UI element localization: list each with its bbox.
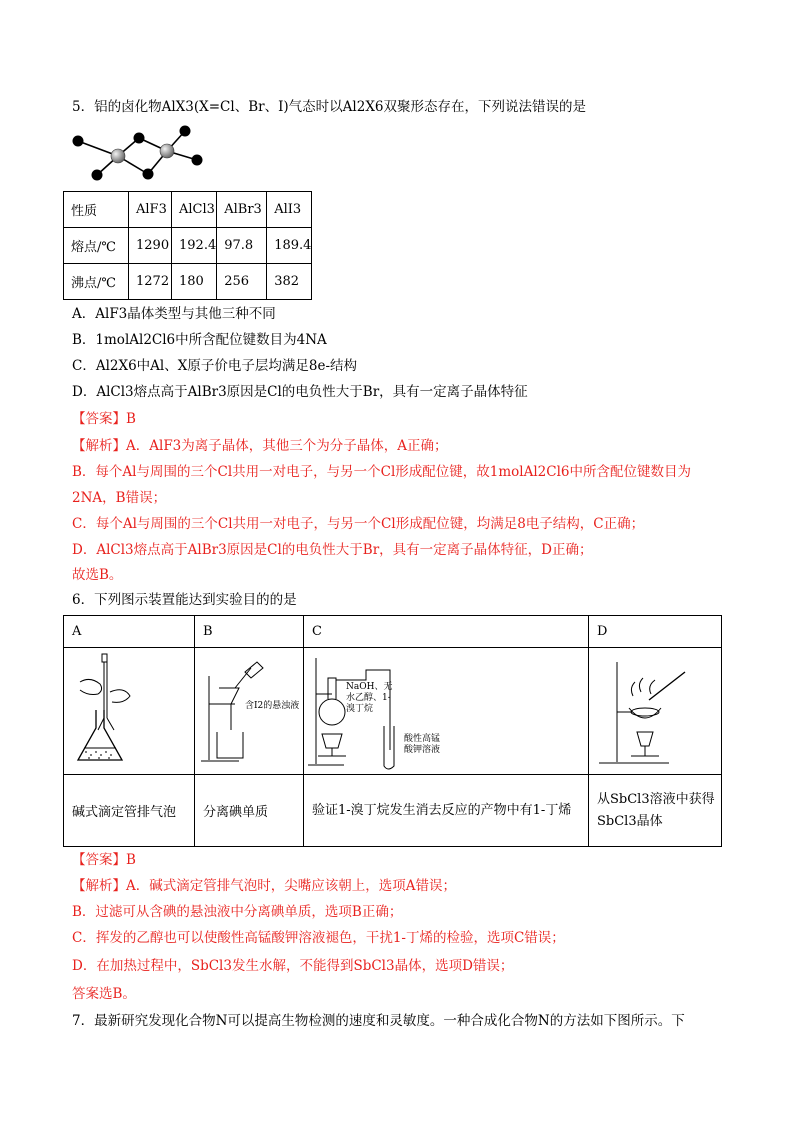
al2x6-structure-figure	[68, 122, 218, 184]
caption-a: 碱式滴定管排气泡	[64, 775, 195, 847]
table-row	[64, 228, 312, 264]
q6-analysis-line: 【解析】A．碱式滴定管排气泡时，尖嘴应该朝上，选项A错误；	[72, 878, 456, 894]
permanganate-label: 酸性高锰酸钾溶液	[404, 734, 441, 755]
apparatus-c-cell	[304, 648, 589, 775]
burette-flask-apparatus	[64, 648, 194, 774]
col-label-a: A	[64, 616, 195, 648]
caption-d: 从SbCl3溶液中获得SbCl3晶体	[589, 775, 722, 847]
table-header-cell: AlBr3	[217, 192, 267, 228]
evaporation-apparatus	[589, 648, 721, 774]
q5-analysis-line: 【解析】A．AlF3为离子晶体，其他三个为分子晶体，A正确；	[72, 438, 448, 454]
q5-stem: 5．铝的卤化物AlX3(X=Cl、Br、I)气态时以Al2X6双聚形态存在，下列说法错误的是	[72, 99, 587, 115]
property-table	[63, 191, 312, 300]
table-cell: 沸点/℃	[64, 264, 129, 300]
suspension-label: 含I2的悬浊液	[245, 701, 300, 711]
col-label-c: C	[304, 616, 589, 648]
apparatus-d-cell	[589, 648, 722, 775]
q5-answer: 【答案】B	[72, 411, 136, 427]
reagent-label: NaOH、无水乙醇、1-溴丁烷	[346, 682, 393, 714]
table-cell: 熔点/℃	[64, 228, 129, 264]
filtration-apparatus	[195, 648, 303, 774]
q7-stem: 7．最新研究发现化合物N可以提高生物检测的速度和灵敏度。一种合成化合物N的方法如下图所示。下	[72, 1013, 685, 1029]
q6-answer: 【答案】B	[72, 852, 136, 868]
table-header-cell: AlCl3	[172, 192, 217, 228]
table-cell: 192.4	[172, 228, 217, 264]
q6-analysis-line: 答案选B。	[72, 986, 136, 1002]
table-cell: 256	[217, 264, 267, 300]
table-cell: 1272	[129, 264, 172, 300]
table-header-cell: 性质	[64, 192, 129, 228]
apparatus-a-cell	[64, 648, 195, 775]
table-row	[64, 264, 312, 300]
experiment-header-row	[64, 616, 722, 648]
experiment-table	[63, 615, 722, 847]
q5-option-a: A．AlF3晶体类型与其他三种不同	[72, 306, 276, 322]
q5-option-b: B．1molAl2Cl6中所含配位键数目为4NA	[72, 332, 327, 348]
table-header-cell: AlF3	[129, 192, 172, 228]
table-header-row	[64, 192, 312, 228]
q6-stem: 6．下列图示装置能达到实验目的的是	[72, 592, 297, 608]
caption-c: 验证1-溴丁烷发生消去反应的产物中有1-丁烯	[304, 775, 589, 847]
q6-analysis-line: D．在加热过程中，SbCl3发生水解，不能得到SbCl3晶体，选项D错误；	[72, 958, 514, 974]
q5-analysis-line: C．每个Al与周围的三个Cl共用一对电子，与另一个Cl形成配位键，均满足8电子结构，C正确；	[72, 516, 645, 532]
q5-option-d: D．AlCl3熔点高于AlBr3原因是Cl的电负性大于Br，具有一定离子晶体特征	[72, 384, 528, 400]
experiment-figure-row	[64, 648, 722, 775]
experiment-caption-row	[64, 775, 722, 847]
q6-analysis-line: B．过滤可从含碘的悬浊液中分离碘单质，选项B正确；	[72, 904, 403, 920]
q6-analysis-line: C．挥发的乙醇也可以使酸性高锰酸钾溶液褪色，干扰1-丁烯的检验，选项C错误；	[72, 930, 565, 946]
q5-analysis-line: 故选B。	[72, 567, 123, 583]
q5-option-c: C．Al2X6中Al、X原子价电子层均满足8e-结构	[72, 358, 358, 374]
table-cell: 1290	[129, 228, 172, 264]
apparatus-b-cell	[195, 648, 304, 775]
caption-b: 分离碘单质	[195, 775, 304, 847]
q5-analysis-line: B．每个Al与周围的三个Cl共用一对电子，与另一个Cl形成配位键，故1molAl2Cl6中所含配位键数目为	[72, 464, 692, 480]
table-cell: 189.4	[267, 228, 312, 264]
table-cell: 97.8	[217, 228, 267, 264]
q5-analysis-line: D．AlCl3熔点高于AlBr3原因是Cl的电负性大于Br，具有一定离子晶体特征，D正确；	[72, 542, 593, 558]
table-cell: 180	[172, 264, 217, 300]
table-cell: 382	[267, 264, 312, 300]
table-header-cell: AlI3	[267, 192, 312, 228]
col-label-b: B	[195, 616, 304, 648]
q5-analysis-line: 2NA，B错误；	[72, 490, 167, 506]
col-label-d: D	[589, 616, 722, 648]
